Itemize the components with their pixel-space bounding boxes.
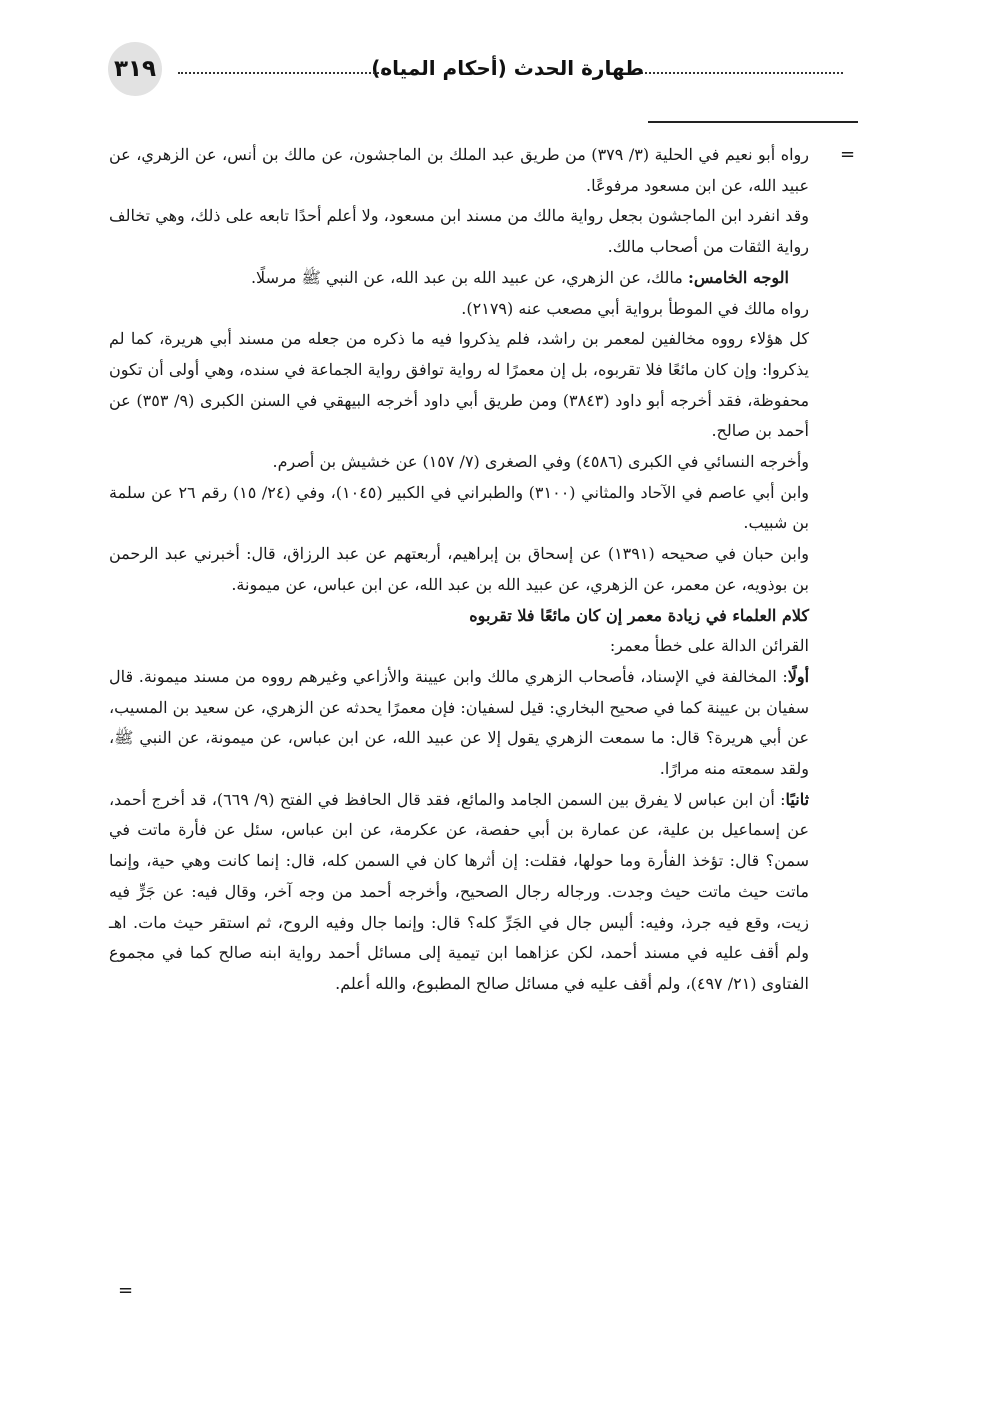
paragraph-3	[109, 263, 809, 294]
paragraph-8: وابن حبان في صحيحه (١٣٩١) عن إسحاق بن إبراهيم، أربعتهم عن عبد الرزاق، قال: أخبرني عبد الرحمن بن بوذويه، عن معمر، عن الزهري، عن عبيد الله بن عبد الله، عن ابن عباس، عن ميمونة.	[109, 544, 809, 594]
paragraph-11	[109, 785, 809, 1000]
continuation-mark-top: =	[840, 144, 856, 165]
paragraph-11-text: : أن ابن عباس لا يفرق بين السمن الجامد والمائع، فقد قال الحافظ في الفتح (٩/ ٦٦٩)، قد أخرج أحمد، عن إسماعيل بن علية، عن عمارة بن أبي حفصة، عن عكرمة، عن ابن عباس، سئل عن فأرة ماتت في سمن؟ قال: تؤخذ الفأرة وما حولها، فقلت: إن أثرها كان في السمن كله، قال: إنما كانت وهي حية، وإنما ماتت حيث ماتت حيث وجدت. ورجاله رجال الصحيح، وأخرجه أحمد من وجه آخر، وقال فيه: عن جَرٍّ فيه زيت، وقع فيه جرذ، وفيه: أليس جال في الجَرِّ كله؟ قال: وإنما جال وفيه الروح، ثم استقر حيث مات. اهـ ولم أقف عليه في مسند أحمد، لكن عزاهما ابن تيمية إلى مسائل أحمد رواية ابنه صالح كما في مجموع الفتاوى (٢١/ ٤٩٧)، ولم أقف عليه في مسائل صالح المطبوع، والله أعلم.	[109, 789, 809, 993]
page-number: ٣١٩	[108, 42, 162, 96]
paragraph-2: وقد انفرد ابن الماجشون بجعل رواية مالك من مسند ابن مسعود، ولا أعلم أحدًا تابعه على ذلك، وهي تخالف رواية الثقات من أصحاب مالك.	[109, 206, 809, 257]
section-heading: كلام العلماء في زيادة معمر إن كان مائعًا فلا تقربوه	[469, 605, 809, 625]
paragraph-10-text: : المخالفة في الإسناد، فأصحاب الزهري مالك وابن عيينة والأزاعي وغيرهم رووه من مسند ميمونة. قال سفيان بن عيينة كما في صحيح البخاري: قيل لسفيان: فإن معمرًا يحدثه عن الزهري، عن سعيد بن المسيب، عن أبي هريرة؟ قال: ما سمعت الزهري يقول إلا عن عبيد الله، عن ابن عباس، عن ميمونة، عن النبي ﷺ، ولقد سمعته منه مرارًا.	[109, 666, 809, 779]
paragraph-10-label: أولًا	[787, 666, 810, 686]
paragraph-9: القرائن الدالة على خطأ معمر:	[609, 636, 809, 656]
header-dotted-leader-right	[638, 72, 843, 74]
paragraph-5: كل هؤلاء رووه مخالفين لمعمر بن راشد، فلم يذكروا فيه ما ذكره من جعله من مسند أبي هريرة، كما لم يذكروا: وإن كان مائعًا فلا تقربوه، بل إن معمرًا له رواية توافق رواية الجماعة في سنده، وهي أولى أن تكون محفوظة، فقد أخرجه أبو داود (٣٨٤٣) ومن طريق أبي داود أخرجه البيهقي في السنن الكبرى (٩/ ٣٥٣) عن أحمد بن صالح.	[109, 329, 810, 441]
paragraph-11-label: ثانيًا	[785, 789, 810, 809]
header-dotted-leader-left	[178, 72, 383, 74]
paragraph-7: وابن أبي عاصم في الآحاد والمثاني (٣١٠٠) والطبراني في الكبير (١٠٤٥)، وفي (٢٤/ ١٥) رقم ٢٦ عن سلمة بن شبيب.	[109, 482, 810, 533]
paragraph-10	[109, 662, 809, 785]
continuation-mark-bottom: =	[118, 1280, 134, 1301]
footnote-separator-rule	[648, 121, 858, 123]
paragraph-3-label: الوجه الخامس:	[687, 267, 789, 287]
paragraph-4: رواه مالك في الموطأ برواية أبي مصعب عنه (٢١٧٩).	[461, 298, 809, 318]
paragraph-6: وأخرجه النسائي في الكبرى (٤٥٨٦) وفي الصغرى (٧/ ١٥٧) عن خشيش بن أصرم.	[272, 452, 809, 472]
footnote-body	[109, 140, 809, 1000]
paragraph-1: رواه أبو نعيم في الحلية (٣/ ٣٧٩) من طريق عبد الملك بن الماجشون، عن مالك بن أنس، عن الزهري، عن عبيد الله، عن ابن مسعود مرفوعًا.	[109, 145, 809, 195]
running-title: طهارة الحدث (أحكام المياه)	[371, 56, 644, 80]
paragraph-3-text: مالك، عن الزهري، عن عبيد الله بن عبد الله، عن النبي ﷺ مرسلًا.	[250, 267, 688, 287]
